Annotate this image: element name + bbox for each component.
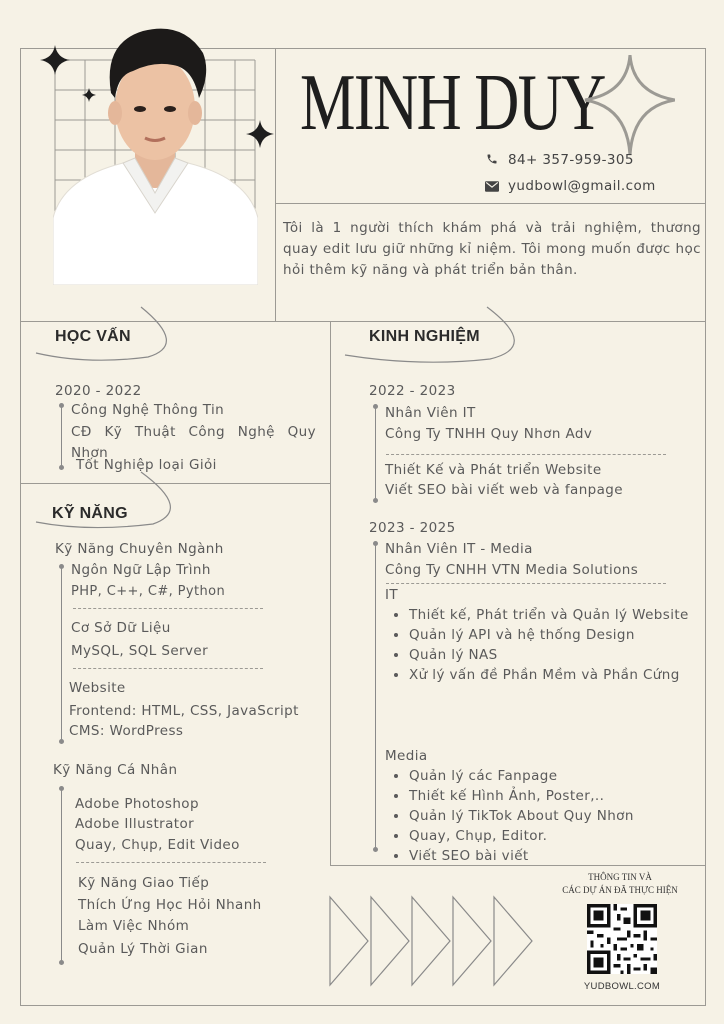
skills-db-value: MySQL, SQL Server <box>71 643 209 659</box>
job1-task: Thiết Kế và Phát triển Website <box>385 462 602 478</box>
list-item: • Quay, Chụp, Editor. <box>409 826 691 846</box>
skills-divider <box>73 668 263 669</box>
education-timeline <box>61 405 62 468</box>
education-line: Công Nghệ Thông Tin <box>71 402 225 418</box>
list-item: • Xử lý vấn đề Phần Mềm và Phần Cứng <box>409 665 691 685</box>
experience-box-left <box>330 321 331 865</box>
skills-tool: Adobe Photoshop <box>75 796 199 812</box>
job2-it-list <box>387 605 691 685</box>
list-item: • Viết SEO bài viết <box>409 846 691 866</box>
job1-timeline <box>375 406 376 501</box>
education-line: Tốt Nghiệp loại Giỏi <box>76 457 217 473</box>
skills-soft: Làm Việc Nhóm <box>78 918 190 934</box>
experience-divider <box>386 583 666 584</box>
skills-web-title: Website <box>69 680 126 696</box>
name-title: MINH DUY <box>300 59 605 147</box>
experience-heading: KINH NGHIỆM <box>369 328 480 345</box>
phone-icon <box>486 152 498 166</box>
skills-divider <box>73 608 263 609</box>
email-address[interactable]: yudbowl@gmail.com <box>508 178 656 194</box>
education-line: CĐ Kỹ Thuật Công Nghệ Quy Nhơn <box>71 424 316 461</box>
skills-tool: Quay, Chụp, Edit Video <box>75 837 240 853</box>
list-item: • Quản lý API và hệ thống Design <box>409 625 691 645</box>
job2-role: Nhân Viên IT - Media <box>385 541 533 557</box>
skills-soft: Thích Ứng Học Hỏi Nhanh <box>78 897 262 913</box>
job1-company: Công Ty TNHH Quy Nhơn Adv <box>385 426 593 442</box>
heading-swoosh <box>28 305 178 365</box>
photo-divider-line <box>275 48 276 321</box>
skills-web-frontend: Frontend: HTML, CSS, JavaScript <box>69 703 299 719</box>
experience-divider <box>386 454 666 455</box>
qr-caption-line2: CÁC DỰ ÁN ĐÃ THỰC HIỆN <box>562 885 678 895</box>
list-item: • Quản lý NAS <box>409 645 691 665</box>
qr-caption-line1: THÔNG TIN VÀ <box>588 872 652 882</box>
skills-pro-title: Kỹ Năng Chuyên Ngành <box>55 541 224 557</box>
skills-tool: Adobe Illustrator <box>75 816 195 832</box>
skills-personal-title: Kỹ Năng Cá Nhân <box>53 762 178 778</box>
job2-timeline <box>375 543 376 850</box>
skills-prog-title: Ngôn Ngữ Lập Trình <box>71 562 211 578</box>
skills-personal-timeline <box>61 788 62 963</box>
skills-soft: Kỹ Năng Giao Tiếp <box>78 875 210 891</box>
job2-period: 2023 - 2025 <box>369 520 456 536</box>
sparkle-icon <box>575 55 675 155</box>
heading-swoosh <box>28 470 178 532</box>
job1-role: Nhân Viên IT <box>385 405 476 421</box>
envelope-icon <box>485 181 499 192</box>
job2-company: Công Ty CNHH VTN Media Solutions <box>385 562 639 578</box>
list-item: • Quản lý TikTok About Quy Nhơn <box>409 806 691 826</box>
education-heading: HỌC VẤN <box>55 328 131 345</box>
skills-soft: Quản Lý Thời Gian <box>78 941 208 957</box>
heading-swoosh <box>340 305 525 367</box>
profile-photo <box>53 13 258 285</box>
frame-bottom-line <box>20 1005 706 1006</box>
education-period: 2020 - 2022 <box>55 383 142 399</box>
qr-code[interactable] <box>587 904 657 974</box>
job1-task: Viết SEO bài viết web và fanpage <box>385 482 623 498</box>
job2-media-title: Media <box>385 748 428 764</box>
skills-prog-value: PHP, C++, C#, Python <box>71 584 226 599</box>
list-item: • Thiết kế, Phát triển và Quản lý Website <box>409 605 691 625</box>
skills-divider <box>76 862 266 863</box>
phone-number[interactable]: 84+ 357-959-305 <box>508 152 634 168</box>
skills-db-title: Cơ Sở Dữ Liệu <box>71 620 171 636</box>
skills-web-cms: CMS: WordPress <box>69 723 184 739</box>
skills-pro-timeline <box>61 566 62 742</box>
skills-heading: KỸ NĂNG <box>52 505 128 522</box>
job2-it-title: IT <box>385 587 399 603</box>
frame-left-line <box>20 48 21 1006</box>
job2-media-list <box>387 766 691 866</box>
intro-paragraph: Tôi là 1 người thích khám phá và trải nghiệm, thương quay edit lưu giữ những kỉ niệm. Tôi mong muốn được học hỏi thêm kỹ năng và phát triển bản thân. <box>283 220 701 278</box>
job1-period: 2022 - 2023 <box>369 383 456 399</box>
chevron-arrows-decoration <box>328 895 540 987</box>
list-item: • Quản lý các Fanpage <box>409 766 691 786</box>
list-item: • Thiết kế Hình Ảnh, Poster,.. <box>409 786 691 806</box>
header-divider-line <box>275 203 706 204</box>
frame-right-line <box>705 48 706 1006</box>
website-url[interactable]: YUDBOWL.COM <box>583 981 661 992</box>
